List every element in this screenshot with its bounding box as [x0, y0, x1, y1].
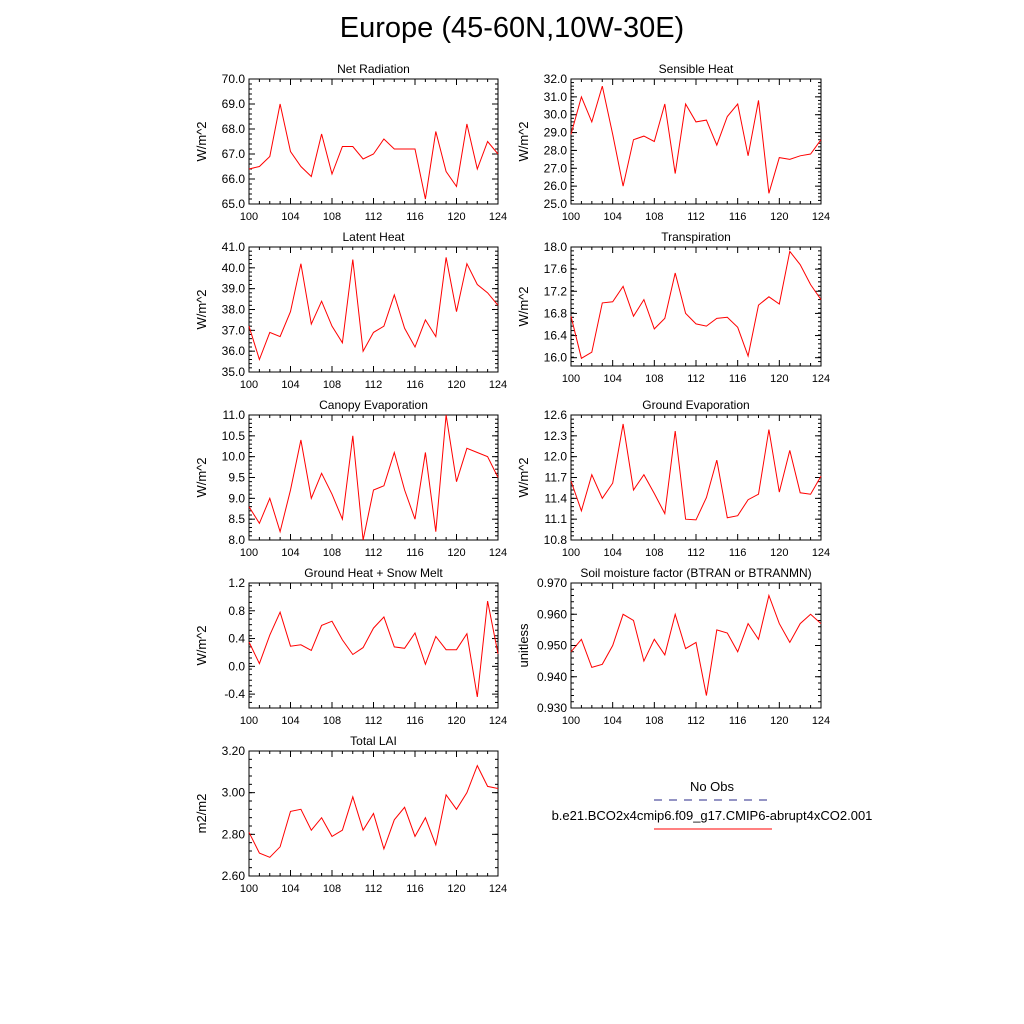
- x-tick-label: 100: [561, 211, 581, 223]
- series-line: [249, 766, 498, 858]
- plot-frame: [571, 247, 821, 366]
- y-tick-label: 32.0: [543, 72, 567, 86]
- panel-9: [194, 734, 507, 895]
- x-tick-label: 100: [239, 211, 259, 223]
- x-tick-label: 116: [406, 883, 424, 895]
- y-tick-label: 65.0: [221, 197, 245, 211]
- x-tick-label: 100: [239, 547, 259, 559]
- x-tick-label: 124: [488, 379, 508, 391]
- x-tick-label: 124: [811, 547, 831, 559]
- x-tick-label: 108: [645, 715, 664, 727]
- panel-title: Latent Heat: [342, 230, 405, 244]
- y-tick-label: 17.2: [543, 284, 567, 299]
- y-tick-label: 11.0: [222, 408, 245, 422]
- x-tick-label: 116: [728, 547, 747, 559]
- plot-frame: [249, 415, 498, 540]
- y-tick-label: 0.4: [228, 631, 245, 646]
- y-tick-label: 10.0: [221, 449, 245, 464]
- x-tick-label: 104: [281, 547, 300, 559]
- panel-2: [516, 62, 830, 223]
- x-tick-label: 120: [770, 547, 789, 559]
- y-tick-label: 40.0: [221, 260, 245, 275]
- y-tick-label: 3.00: [221, 785, 245, 800]
- y-tick-label: 66.0: [221, 172, 245, 186]
- plot-frame: [249, 247, 498, 372]
- y-axis-label: W/m^2: [516, 121, 531, 162]
- x-tick-label: 104: [281, 379, 300, 391]
- x-tick-label: 120: [447, 715, 466, 727]
- series-line: [249, 257, 498, 359]
- x-tick-label: 112: [364, 715, 383, 727]
- x-tick-label: 112: [687, 373, 705, 385]
- x-tick-label: 104: [603, 211, 622, 223]
- y-tick-label: 35.0: [221, 365, 245, 379]
- y-tick-label: 0.940: [536, 669, 567, 684]
- y-tick-label: 0.0: [228, 659, 245, 674]
- y-axis-label: W/m^2: [516, 286, 531, 327]
- y-tick-label: 25.0: [543, 197, 567, 211]
- panel-title: Net Radiation: [337, 62, 410, 76]
- x-tick-label: 124: [488, 715, 508, 727]
- panel-title: Ground Evaporation: [642, 398, 750, 412]
- x-tick-label: 108: [645, 211, 664, 223]
- legend-label-simulation: b.e21.BCO2x4cmip6.f09_g17.CMIP6-abrupt4xCO2.001: [551, 808, 873, 823]
- series-line: [249, 104, 498, 199]
- y-tick-label: 2.60: [221, 869, 245, 883]
- x-tick-label: 108: [322, 211, 342, 223]
- y-tick-label: 8.5: [228, 512, 245, 527]
- x-tick-label: 104: [281, 715, 300, 727]
- x-tick-label: 116: [406, 379, 424, 391]
- y-tick-label: 67.0: [221, 147, 245, 161]
- panel-title: Sensible Heat: [658, 62, 734, 76]
- x-tick-label: 120: [447, 211, 466, 223]
- x-tick-label: 116: [728, 211, 747, 223]
- x-tick-label: 116: [406, 547, 424, 559]
- x-tick-label: 120: [447, 883, 466, 895]
- plot-frame: [249, 79, 498, 204]
- x-tick-label: 124: [488, 211, 508, 223]
- x-tick-label: 100: [561, 547, 581, 559]
- y-tick-label: 68.0: [221, 122, 245, 136]
- x-tick-label: 100: [561, 715, 581, 727]
- x-tick-label: 100: [239, 379, 259, 391]
- panel-8: [516, 566, 830, 727]
- x-tick-label: 124: [811, 373, 831, 385]
- series-line: [571, 424, 821, 520]
- y-tick-label: 1.2: [228, 576, 245, 590]
- y-tick-label: 11.4: [544, 491, 567, 506]
- x-tick-label: 120: [770, 211, 789, 223]
- x-tick-label: 104: [603, 547, 622, 559]
- x-tick-label: 120: [770, 373, 789, 385]
- x-tick-label: 100: [561, 373, 581, 385]
- series-line: [571, 596, 821, 696]
- panel-title: Ground Heat + Snow Melt: [304, 566, 443, 580]
- plot-frame: [249, 583, 498, 708]
- x-tick-label: 116: [406, 211, 424, 223]
- x-tick-label: 104: [603, 373, 622, 385]
- y-tick-label: 31.0: [543, 89, 567, 104]
- x-tick-label: 108: [322, 547, 342, 559]
- y-tick-label: 12.6: [543, 408, 567, 422]
- y-tick-label: 16.8: [543, 306, 567, 321]
- y-tick-label: 39.0: [221, 281, 245, 296]
- x-tick-label: 116: [728, 373, 747, 385]
- y-tick-label: 0.8: [228, 603, 245, 618]
- y-tick-label: 0.930: [536, 701, 567, 715]
- x-tick-label: 120: [447, 379, 466, 391]
- x-tick-label: 104: [603, 715, 622, 727]
- x-tick-label: 104: [281, 883, 300, 895]
- panel-title: Transpiration: [661, 230, 731, 244]
- x-tick-label: 100: [239, 883, 259, 895]
- x-tick-label: 112: [364, 547, 383, 559]
- y-tick-label: 10.5: [221, 428, 245, 443]
- y-axis-label: unitless: [516, 623, 531, 668]
- x-tick-label: 112: [364, 883, 383, 895]
- panel-6: [516, 398, 830, 559]
- y-tick-label: 18.0: [543, 240, 567, 254]
- y-tick-label: 37.0: [221, 323, 245, 338]
- series-line: [249, 415, 498, 540]
- x-tick-label: 116: [728, 715, 747, 727]
- x-tick-label: 124: [811, 211, 831, 223]
- x-tick-label: 108: [322, 379, 342, 391]
- y-tick-label: 10.8: [543, 533, 567, 547]
- y-tick-label: 41.0: [221, 240, 245, 254]
- y-tick-label: 70.0: [221, 72, 245, 86]
- panel-title: Canopy Evaporation: [319, 398, 428, 412]
- y-tick-label: 0.950: [536, 638, 567, 653]
- x-tick-label: 104: [281, 211, 300, 223]
- x-tick-label: 120: [447, 547, 466, 559]
- panel-1: [194, 62, 507, 223]
- figure-title: Europe (45-60N,10W-30E): [339, 12, 685, 44]
- y-tick-label: 8.0: [228, 533, 245, 547]
- plot-frame: [571, 415, 821, 540]
- y-tick-label: 27.0: [543, 161, 567, 176]
- legend-label-no-obs: No Obs: [689, 779, 735, 794]
- panel-5: [194, 398, 507, 559]
- y-tick-label: 16.4: [543, 328, 567, 343]
- y-tick-label: 69.0: [221, 97, 245, 111]
- y-tick-label: 12.3: [543, 428, 567, 443]
- x-tick-label: 108: [322, 883, 342, 895]
- panel-title: Total LAI: [350, 734, 397, 748]
- plot-frame: [571, 79, 821, 204]
- x-tick-label: 116: [406, 715, 424, 727]
- panel-7: [194, 566, 507, 727]
- y-axis-label: W/m^2: [516, 457, 531, 498]
- y-tick-label: 0.960: [536, 607, 567, 622]
- y-tick-label: 12.0: [543, 449, 567, 464]
- y-tick-label: 9.5: [228, 470, 245, 485]
- y-tick-label: 29.0: [543, 125, 567, 140]
- plot-frame: [571, 583, 821, 708]
- x-tick-label: 112: [687, 547, 705, 559]
- panel-title: Soil moisture factor (BTRAN or BTRANMN): [580, 566, 812, 580]
- y-axis-label: W/m^2: [194, 121, 209, 162]
- x-tick-label: 100: [239, 715, 259, 727]
- x-tick-label: 112: [364, 211, 383, 223]
- x-tick-label: 124: [488, 547, 508, 559]
- y-axis-label: m2/m2: [194, 793, 209, 834]
- y-tick-label: 28.0: [543, 143, 567, 158]
- y-axis-label: W/m^2: [194, 289, 209, 330]
- series-line: [249, 601, 498, 697]
- y-tick-label: 11.1: [544, 512, 567, 527]
- series-line: [571, 251, 821, 358]
- x-tick-label: 112: [687, 715, 705, 727]
- x-tick-label: 112: [687, 211, 705, 223]
- y-tick-label: 30.0: [543, 107, 567, 122]
- y-tick-label: 16.0: [543, 350, 567, 365]
- y-tick-label: 2.80: [221, 827, 245, 842]
- series-line: [571, 86, 821, 193]
- x-tick-label: 124: [488, 883, 508, 895]
- x-tick-label: 108: [322, 715, 342, 727]
- x-tick-label: 124: [811, 715, 831, 727]
- panel-3: [194, 230, 507, 391]
- x-tick-label: 108: [645, 373, 664, 385]
- x-tick-label: 120: [770, 715, 789, 727]
- y-tick-label: -0.4: [224, 687, 245, 702]
- y-tick-label: 38.0: [221, 302, 245, 317]
- y-tick-label: 9.0: [228, 491, 245, 506]
- y-tick-label: 26.0: [543, 179, 567, 194]
- panel-4: [516, 230, 830, 385]
- y-axis-label: W/m^2: [194, 457, 209, 498]
- y-tick-label: 11.7: [544, 470, 567, 485]
- x-tick-label: 108: [645, 547, 664, 559]
- y-tick-label: 36.0: [221, 344, 245, 359]
- y-tick-label: 3.20: [221, 744, 245, 758]
- y-axis-label: W/m^2: [194, 625, 209, 666]
- y-tick-label: 0.970: [536, 576, 567, 590]
- y-tick-label: 17.6: [543, 262, 567, 277]
- x-tick-label: 112: [364, 379, 383, 391]
